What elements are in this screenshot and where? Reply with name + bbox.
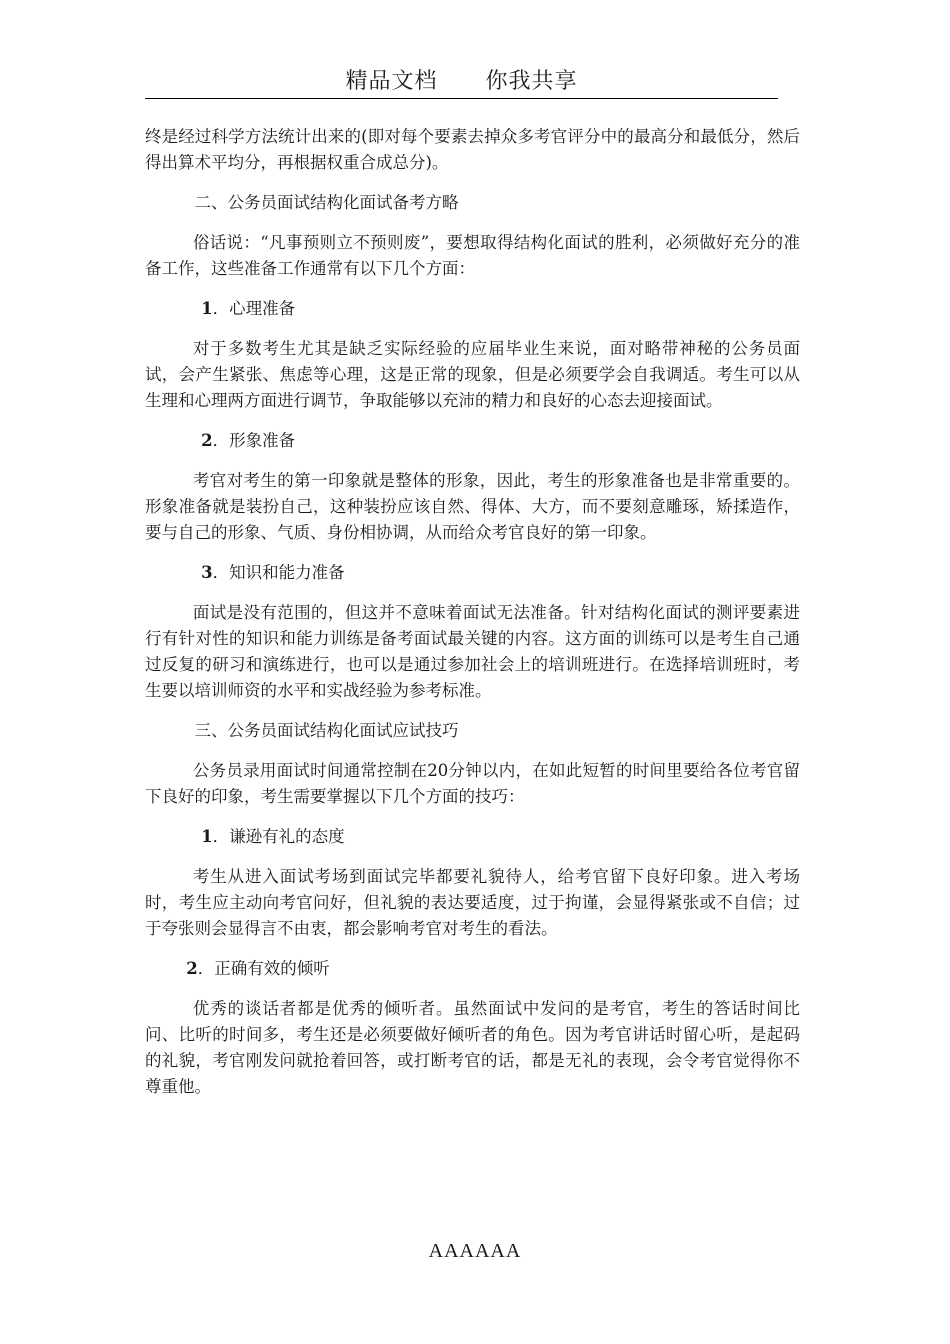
section-heading: 三、公务员面试结构化面试应试技巧 xyxy=(194,721,459,740)
subsection-number: 2 xyxy=(186,959,198,978)
body-paragraph: 公务员录用面试时间通常控制在20分钟以内，在如此短暂的时间里要给各位考官留下良好的印象，考生需要掌握以下几个方面的技巧： xyxy=(145,761,800,806)
subsection-label: ．形象准备 xyxy=(212,431,296,450)
page-header xyxy=(145,66,778,99)
subsection-heading xyxy=(145,560,800,586)
body-paragraph: 考官对考生的第一印象就是整体的形象，因此，考生的形象准备也是非常重要的。形象准备就是装扮自己，这种装扮应该自然、得体、大方，而不要刻意雕琢，矫揉造作，要与自己的形象、气质、身份相协调，从而给众考官良好的第一印象。 xyxy=(145,471,800,542)
subsection-heading xyxy=(145,956,800,982)
subsection-label: ．知识和能力准备 xyxy=(212,563,345,582)
page-footer: AAAAAA xyxy=(428,1240,522,1262)
subsection-heading xyxy=(145,296,800,322)
subsection-number: 1 xyxy=(201,827,213,846)
header-left-text: 精品文档 xyxy=(345,69,438,94)
subsection-number: 3 xyxy=(201,563,213,582)
subsection-label: ．谦逊有礼的态度 xyxy=(212,827,345,846)
document-body xyxy=(145,124,800,1114)
body-paragraph: 终是经过科学方法统计出来的(即对每个要素去掉众多考官评分中的最高分和最低分，然后得出算术平均分，再根据权重合成总分)。 xyxy=(145,127,800,172)
body-paragraph: 优秀的谈话者都是优秀的倾听者。虽然面试中发问的是考官，考生的答话时间比问、比听的时间多，考生还是必须要做好倾听者的角色。因为考官讲话时留心听，是起码的礼貌，考官刚发问就抢着回答，或打断考官的话，都是无礼的表现，会令考官觉得你不尊重他。 xyxy=(145,999,800,1096)
subsection-number: 1 xyxy=(201,299,213,318)
body-paragraph: 考生从进入面试考场到面试完毕都要礼貌待人，给考官留下良好印象。进入考场时，考生应主动向考官问好，但礼貌的表达要适度，过于拘谨，会显得紧张或不自信；过于夸张则会显得言不由衷，都会影响考官对考生的看法。 xyxy=(145,867,800,938)
subsection-heading xyxy=(145,824,800,850)
subsection-heading xyxy=(145,428,800,454)
body-paragraph: 面试是没有范围的，但这并不意味着面试无法准备。针对结构化面试的测评要素进行有针对性的知识和能力训练是备考面试最关键的内容。这方面的训练可以是考生自己通过反复的研习和演练进行，也可以是通过参加社会上的培训班进行。在选择培训班时，考生要以培训师资的水平和实战经验为参考标准。 xyxy=(145,603,800,700)
subsection-label: ．心理准备 xyxy=(212,299,296,318)
section-heading: 二、公务员面试结构化面试备考方略 xyxy=(194,193,459,212)
subsection-label: ．正确有效的倾听 xyxy=(197,959,330,978)
body-paragraph: 对于多数考生尤其是缺乏实际经验的应届毕业生来说，面对略带神秘的公务员面试，会产生紧张、焦虑等心理，这是正常的现象，但是必须要学会自我调适。考生可以从生理和心理两方面进行调节，争取能够以充沛的精力和良好的心态去迎接面试。 xyxy=(145,339,800,410)
subsection-number: 2 xyxy=(201,431,213,450)
body-paragraph: 俗话说：“凡事预则立不预则废”，要想取得结构化面试的胜利，必须做好充分的准备工作，这些准备工作通常有以下几个方面： xyxy=(145,233,800,278)
header-right-text: 你我共享 xyxy=(485,69,578,94)
